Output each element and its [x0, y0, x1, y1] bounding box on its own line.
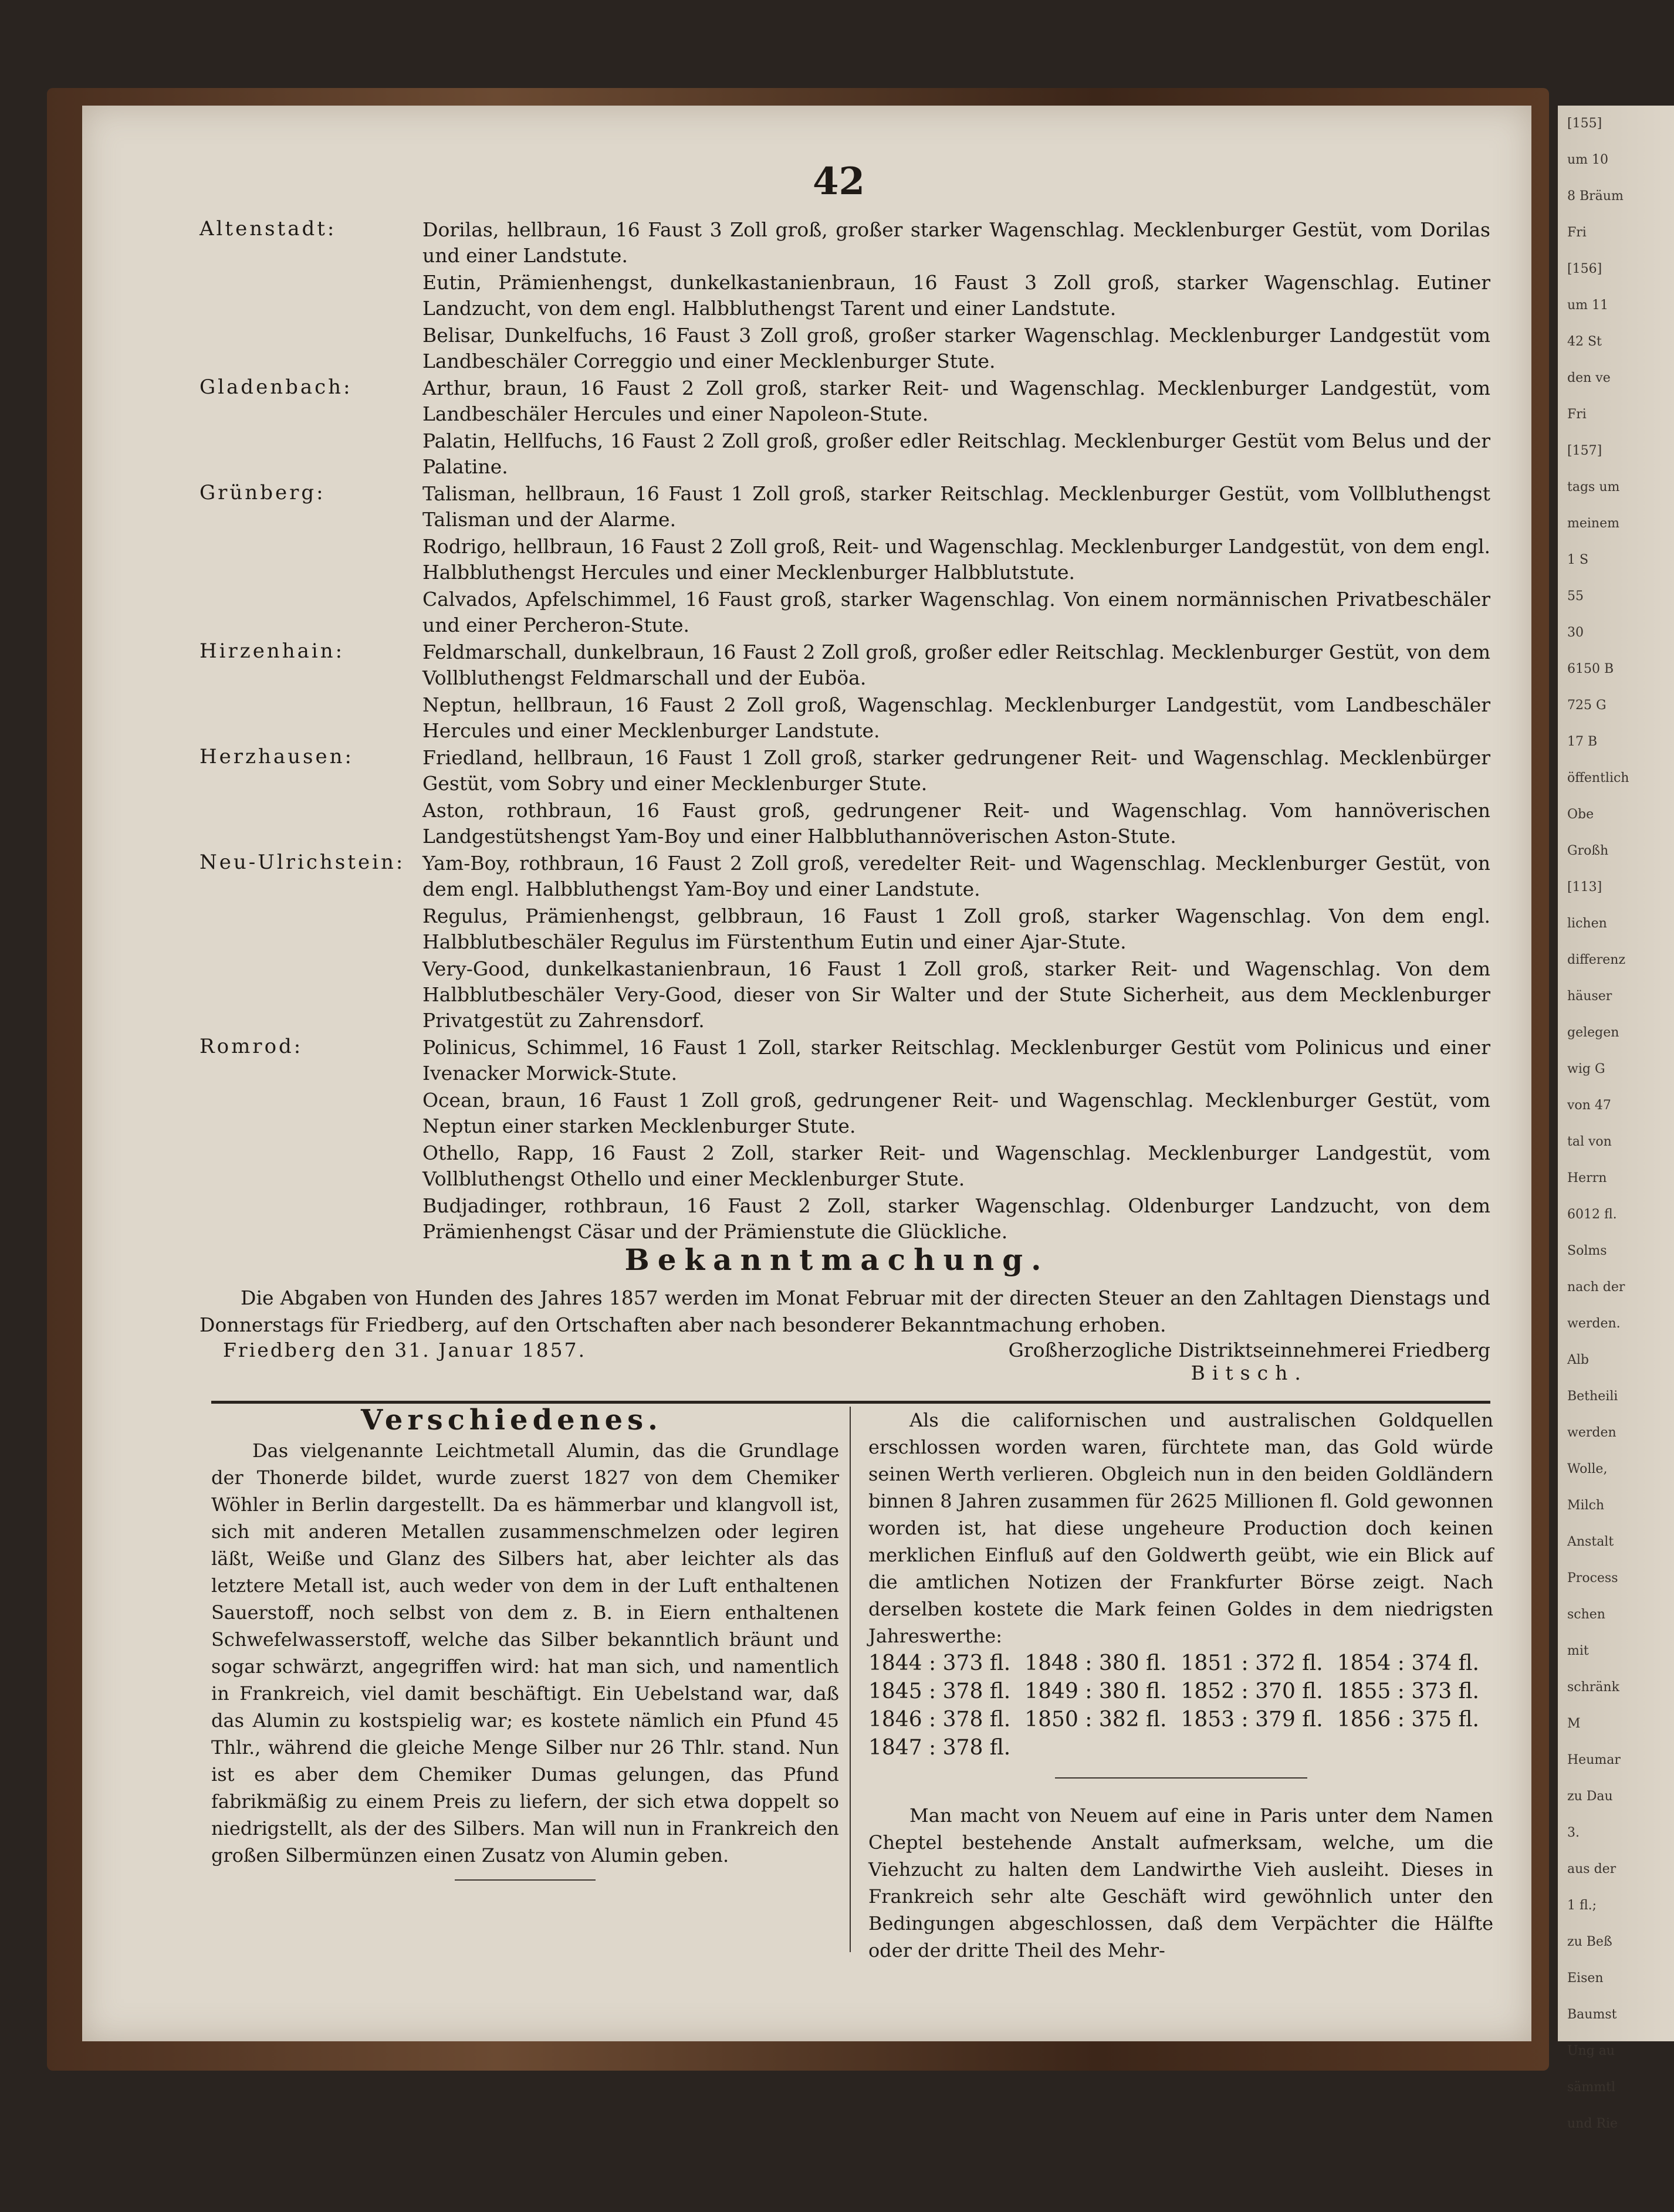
gold-price-cell: 1856 : 375 fl. — [1337, 1708, 1479, 1732]
facing-page-fragment: [156] — [1567, 262, 1602, 276]
facing-page-fragment: Milch — [1567, 1498, 1605, 1513]
facing-page-fragment: 55 — [1567, 589, 1584, 604]
station-place: Herzhausen: — [199, 745, 354, 768]
station-place: Grünberg: — [199, 481, 326, 504]
facing-page-fragment: von 47 — [1567, 1098, 1611, 1113]
facing-page-fragment: differenz — [1567, 953, 1626, 967]
stallion-listing — [199, 217, 1490, 1246]
aluminium-article: Das vielgenannte Leichtmetall Alumin, das die Grundlage der Thonerde bildet, wurde zuerst 1827 von dem Chemiker Wöhler in Berlin dargestellt. Da es hämmerbar und klangvoll ist, sich mit anderen Metallen zusammenschmelzen oder legiren läßt, Weiße und Glanz des Silbers hat, aber leichter als das letztere Metall ist, auch weder von dem in der Luft enthaltenen Sauerstoff, noch selbst von dem z. B. in Eiern enthaltenen Schwefelwasserstoff, welche das Silber bekanntlich bräunt und sogar schwärzt, angegriffen wird: hat man sich, und namentlich in Frankreich, viel damit beschäftigt. Ein Uebelstand war, daß das Alumin zu kostspielig war; es kostete nämlich ein Pfund 45 Thlr., während die gleiche Menge Silber nur 26 Thlr. stand. Nun ist es aber dem Chemiker Dumas gelungen, das Pfund fabrikmäßig zu einem Preis zu liefern, der sich etwa doppelt so niedrigstellt, als der des Silbers. Man will nun in Frankreich den großen Silbermünzen einen Zusatz von Alumin geben. — [211, 1439, 839, 1867]
stallion-entry: Yam-Boy, rothbraun, 16 Faust 2 Zoll groß, veredelter Reit- und Wagenschlag. Mecklenburger Gestüt, von dem engl. Halbbluthengst Yam-Boy und einer Landstute. — [422, 852, 1490, 900]
facing-page-fragment: [155] — [1567, 116, 1602, 131]
stallion-entry: Belisar, Dunkelfuchs, 16 Faust 3 Zoll groß, großer starker Wagenschlag. Mecklenburger Landgestüt vom Landbeschäler Correggio und einer Mecklenburger Stute. — [422, 324, 1490, 372]
facing-page-fragment: 6150 B — [1567, 662, 1614, 676]
stallion-entry: Ocean, braun, 16 Faust 1 Zoll groß, gedrungener Reit- und Wagenschlag. Mecklenburger Gestüt, vom Neptun einer starken Mecklenburger Stute. — [422, 1089, 1490, 1137]
misc-title: Verschiedenes. — [361, 1404, 662, 1437]
stallion-entry: Calvados, Apfelschimmel, 16 Faust groß, starker Wagenschlag. Von einem normännischen Privatbeschäler und einer Percheron-Stute. — [422, 588, 1490, 636]
article-end-rule — [455, 1879, 596, 1881]
stallion-station — [199, 481, 1490, 638]
facing-page-fragment: mit — [1567, 1644, 1589, 1658]
facing-page-fragment: Process — [1567, 1571, 1618, 1586]
facing-page-fragment: 42 St — [1567, 334, 1602, 349]
facing-page-fragment: Obe — [1567, 807, 1594, 822]
facing-page-fragment: 1 S — [1567, 553, 1589, 567]
notice-signature: Bitsch. — [1191, 1361, 1308, 1384]
facing-page-fragment: Eisen — [1567, 1971, 1604, 1986]
station-place: Gladenbach: — [199, 375, 353, 399]
facing-page-fragment: Herrn — [1567, 1171, 1607, 1185]
stallion-entry: Feldmarschall, dunkelbraun, 16 Faust 2 Zoll groß, großer edler Reitschlag. Mecklenburger Gestüt, von dem Vollbluthengst Feldmarschall und der Euböa. — [422, 641, 1490, 689]
notice-signature-block — [1008, 1339, 1490, 1384]
facing-page-fragment: zu Beß — [1567, 1935, 1612, 1949]
notice-title: Bekanntmachung. — [624, 1242, 1050, 1277]
facing-page-edge — [1558, 106, 1674, 2131]
facing-page-fragment: Solms — [1567, 1244, 1607, 1258]
stallion-station — [199, 217, 1490, 374]
facing-page-fragment: öffentlich — [1567, 771, 1629, 785]
facing-page-fragment: schränk — [1567, 1680, 1619, 1695]
stallion-entry: Arthur, braun, 16 Faust 2 Zoll groß, starker Reit- und Wagenschlag. Mecklenburger Landgestüt, vom Landbeschäler Hercules und einer Napoleon-Stute. — [422, 377, 1490, 425]
facing-page-fragment: [113] — [1567, 880, 1602, 895]
gold-price-cell: 1854 : 374 fl. — [1337, 1651, 1479, 1675]
stallion-entry: Regulus, Prämienhengst, gelbbraun, 16 Faust 1 Zoll groß, starker Wagenschlag. Von dem engl. Halbblutbeschäler Regulus im Fürstenthum Eutin und einer Ajar-Stute. — [422, 905, 1490, 953]
gold-price-cell: 1849 : 380 fl. — [1024, 1679, 1167, 1703]
facing-page-fragment: werden. — [1567, 1316, 1621, 1331]
facing-page-fragment: 6012 fl. — [1567, 1207, 1617, 1222]
facing-page-fragment: 725 G — [1567, 698, 1607, 713]
stallion-entry: Polinicus, Schimmel, 16 Faust 1 Zoll, starker Reitschlag. Mecklenburger Gestüt vom Polinicus und einer Ivenacker Morwick-Stute. — [422, 1036, 1490, 1085]
facing-page-fragment: meinem — [1567, 516, 1619, 531]
facing-page-fragment: Großh — [1567, 844, 1609, 858]
facing-page-fragment: und Rie — [1567, 2116, 1618, 2131]
stallion-station — [199, 851, 1490, 1034]
facing-page-fragment: sämmtl — [1567, 2080, 1616, 2095]
stallion-station — [199, 1035, 1490, 1245]
gold-price-table — [868, 1649, 1493, 1762]
facing-page-fragment: schen — [1567, 1607, 1605, 1622]
gold-article: Als die californischen und australischen Goldquellen erschlossen worden waren, fürchtete man, das Gold würde seinen Werth verlieren. Obgleich nun in den beiden Goldländern binnen 8 Jahren zusammen für 2625 Millionen fl. Gold gewonnen worden ist, hat diese ungeheure Production doch keinen merklichen Einfluß auf den Goldwerth geübt, wie ein Blick auf die amtlichen Notizen der Frankfurter Börse zeigt. Nach derselben kostete die Mark feinen Goldes in dem niedrigsten Jahreswerthe: — [868, 1409, 1493, 1647]
cheptel-article: Man macht von Neuem auf eine in Paris unter dem Namen Cheptel bestehende Anstalt aufmerksam, welche, um die Viehzucht zu halten dem Landwirthe Vieh ausleiht. Dieses in Frankreich sehr alte Geschäft wird gewöhnlich unter den Bedingungen abgeschlossen, daß dem Verpächter die Hälfte oder der dritte Theil des Mehr- — [868, 1804, 1493, 1962]
facing-page-fragment: Anstalt — [1567, 1534, 1614, 1549]
gold-price-cell: 1855 : 373 fl. — [1337, 1679, 1479, 1703]
misc-right-column — [868, 1407, 1493, 1964]
stallion-entry: Othello, Rapp, 16 Faust 2 Zoll, starker Reit- und Wagenschlag. Mecklenburger Landgestüt, vom Vollbluthengst Othello und einer Mecklenburger Stute. — [422, 1141, 1490, 1190]
gold-price-cell: 1852 : 370 fl. — [1181, 1679, 1323, 1703]
station-place: Neu-Ulrichstein: — [199, 851, 405, 874]
stallion-station — [199, 745, 1490, 849]
facing-page-fragment: 17 B — [1567, 734, 1598, 749]
station-place: Hirzenhain: — [199, 639, 345, 663]
facing-page-fragment: tal von — [1567, 1134, 1612, 1149]
stallion-entry: Talisman, hellbraun, 16 Faust 1 Zoll groß, starker Reitschlag. Mecklenburger Gestüt, vom Vollbluthengst Talisman und der Alarme. — [422, 482, 1490, 531]
stallion-station — [199, 375, 1490, 480]
stallion-entry: Dorilas, hellbraun, 16 Faust 3 Zoll groß, großer starker Wagenschlag. Mecklenburger Gestüt, vom Dorilas und einer Landstute. — [422, 218, 1490, 267]
facing-page-fragment: gelegen — [1567, 1025, 1619, 1040]
facing-page-fragment: zu Dau — [1567, 1789, 1613, 1804]
facing-page-fragment: 30 — [1567, 625, 1584, 640]
gold-price-cell: 1844 : 373 fl. — [868, 1651, 1011, 1675]
article-separator — [1055, 1777, 1307, 1779]
facing-page-fragment: Wolle, — [1567, 1462, 1608, 1476]
facing-page-fragment: M — [1567, 1716, 1581, 1731]
notice-office: Großherzogliche Distriktseinnehmerei Friedberg — [1008, 1339, 1490, 1361]
station-place: Romrod: — [199, 1035, 303, 1058]
gold-price-cell: 1848 : 380 fl. — [1024, 1651, 1167, 1675]
facing-page-fragment: Heumar — [1567, 1753, 1621, 1767]
facing-page-fragment: Fri — [1567, 225, 1587, 240]
facing-page-fragment: Betheili — [1567, 1389, 1618, 1404]
facing-page-fragment: werden — [1567, 1425, 1616, 1440]
notice-footer — [223, 1339, 1490, 1384]
notice-place-date: Friedberg den 31. Januar 1857. — [223, 1339, 587, 1361]
facing-page-fragment: 1 fl.; — [1567, 1898, 1597, 1913]
stallion-entry: Aston, rothbraun, 16 Faust groß, gedrungener Reit- und Wagenschlag. Vom hannöverischen Landgestütshengst Yam-Boy und einer Halbbluthannöverischen Aston-Stute. — [422, 799, 1490, 848]
facing-page-fragment: den ve — [1567, 371, 1611, 385]
gold-price-cell: 1845 : 378 fl. — [868, 1679, 1011, 1703]
facing-page-fragment: häuser — [1567, 989, 1612, 1004]
page-number: 42 — [813, 160, 865, 204]
column-divider — [850, 1407, 851, 1952]
stallion-entry: Eutin, Prämienhengst, dunkelkastanienbraun, 16 Faust 3 Zoll groß, starker Wagenschlag. Eutiner Landzucht, von dem engl. Halbbluthengst Tarent und einer Landstute. — [422, 271, 1490, 320]
facing-page-fragment: Fri — [1567, 407, 1587, 422]
stallion-entry: Rodrigo, hellbraun, 16 Faust 2 Zoll groß, Reit- und Wagenschlag. Mecklenburger Landgestüt, von dem engl. Halbbluthengst Hercules und einer Mecklenburger Halbblutstute. — [422, 535, 1490, 584]
stallion-entry: Neptun, hellbraun, 16 Faust 2 Zoll groß, Wagenschlag. Mecklenburger Landgestüt, vom Landbeschäler Hercules und einer Mecklenburger Landstute. — [422, 693, 1490, 742]
facing-page-fragment: um 10 — [1567, 153, 1609, 167]
facing-page-fragment: [157] — [1567, 443, 1602, 458]
facing-page-fragment: um 11 — [1567, 298, 1609, 313]
gold-price-cell: 1846 : 378 fl. — [868, 1708, 1011, 1732]
gold-price-cell: 1853 : 379 fl. — [1181, 1708, 1323, 1732]
gold-price-cell: 1851 : 372 fl. — [1181, 1651, 1323, 1675]
stallion-entry: Very-Good, dunkelkastanienbraun, 16 Faust 1 Zoll groß, starker Reit- und Wagenschlag. Von dem Halbblutbeschäler Very-Good, dieser von Sir Walter und der Stute Sicherheit, aus dem Mecklenburger Privatgestüt zu Zahrensdorf. — [422, 957, 1490, 1032]
notice-body: Die Abgaben von Hunden des Jahres 1857 werden im Monat Februar mit der directen Steuer an den Zahltagen Dienstags und Donnerstags für Friedberg, auf den Ortschaften aber nach besonderer Bekanntmachung erhoben. — [199, 1286, 1490, 1336]
facing-page-fragment: wig G — [1567, 1062, 1605, 1076]
facing-page-fragment: Alb — [1567, 1353, 1590, 1367]
stallion-entry: Friedland, hellbraun, 16 Faust 1 Zoll groß, starker gedrungener Reit- und Wagenschlag. Mecklenbürger Gestüt, vom Sobry und einer Mecklenburger Stute. — [422, 746, 1490, 795]
facing-page-fragment: lichen — [1567, 916, 1607, 931]
facing-page-fragment: 8 Bräum — [1567, 189, 1624, 204]
facing-page-fragment: tags um — [1567, 480, 1620, 494]
facing-page-fragment: nach der — [1567, 1280, 1625, 1295]
facing-page-fragment: Baumst — [1567, 2007, 1617, 2022]
stallion-entry: Palatin, Hellfuchs, 16 Faust 2 Zoll groß, großer edler Reitschlag. Mecklenburger Gestüt vom Belus und der Palatine. — [422, 429, 1490, 478]
facing-page-fragment: 3. — [1567, 1825, 1580, 1840]
misc-left-column — [211, 1404, 839, 1881]
station-place: Altenstadt: — [199, 217, 337, 240]
gold-price-cell: 1847 : 378 fl. — [868, 1736, 1011, 1760]
facing-page-fragment: aus der — [1567, 1862, 1616, 1876]
stallion-entry: Budjadinger, rothbraun, 16 Faust 2 Zoll, starker Wagenschlag. Oldenburger Landzucht, von dem Prämienhengst Cäsar und der Prämienstute die Glückliche. — [422, 1194, 1490, 1243]
facing-page-fragment: Ung au — [1567, 2044, 1615, 2058]
gold-price-cell: 1850 : 382 fl. — [1024, 1708, 1167, 1732]
stallion-station — [199, 639, 1490, 744]
